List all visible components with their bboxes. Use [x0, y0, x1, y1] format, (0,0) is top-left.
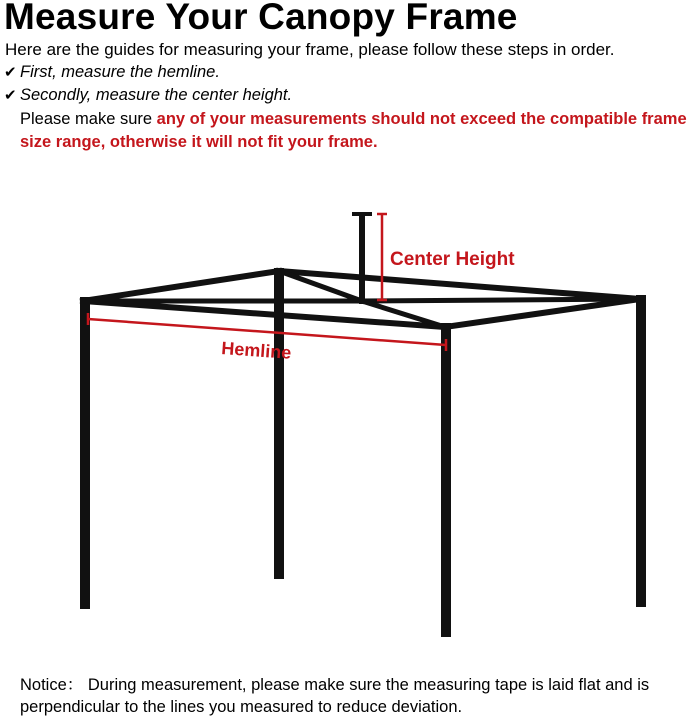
- frame-structure: [83, 214, 641, 632]
- intro-text: Here are the guides for measuring your frame, please follow these steps in order.: [5, 40, 615, 59]
- check-icon: ✔: [4, 64, 17, 81]
- step-2-text: Secondly, measure the center height.: [20, 86, 293, 104]
- hemline-label: Hemline: [220, 338, 292, 363]
- check-icon: ✔: [4, 87, 17, 104]
- frame-edge-right-front: [445, 299, 640, 327]
- notice-body: During measurement, please make sure the measuring tape is laid flat and is perpendicular to the lines you measured to reduce deviation.: [20, 676, 650, 716]
- notice-text: [20, 674, 690, 718]
- ridge-right: [362, 299, 640, 301]
- frame-edge-back-right: [279, 271, 640, 299]
- notice-label: Notice：: [20, 676, 84, 694]
- page-title: Measure Your Canopy Frame: [4, 0, 518, 37]
- frame-edge-left-back: [83, 271, 279, 301]
- note-warning-highlight: any of your measurements should not exceed the compatible frame size range, otherwise it will not fit your frame.: [20, 110, 687, 151]
- center-height-label: Center Height: [390, 249, 515, 270]
- step-1-text: First, measure the hemline.: [20, 63, 220, 81]
- note-prefix: Please make sure: [20, 110, 157, 128]
